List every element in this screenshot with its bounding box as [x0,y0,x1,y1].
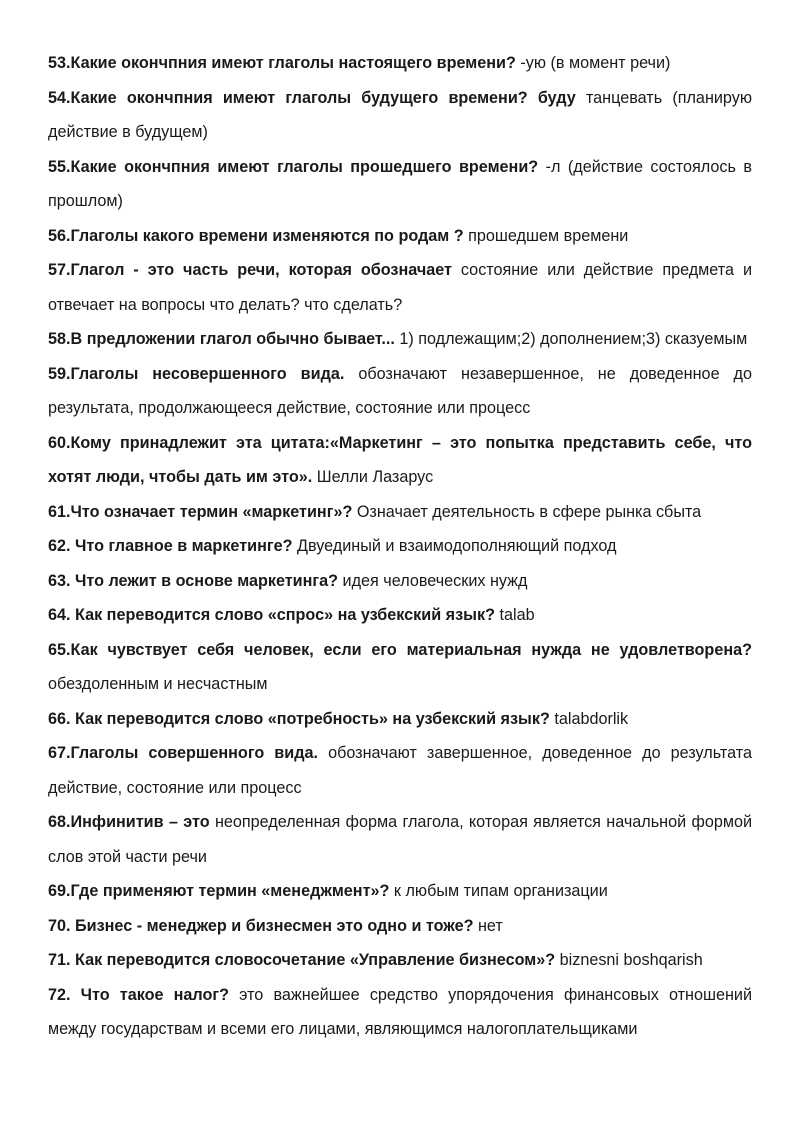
answer: Означает деятельность в сфере рынка сбыта [352,502,702,521]
answer: состояние или действие предмета и отвечает на вопросы что делать? что сделать? [48,261,753,314]
qa-item-59 [48,357,752,426]
qa-item-68 [48,805,752,874]
qa-item-69 [48,874,752,909]
qa-item-71 [48,943,752,978]
qa-item-65 [48,633,752,702]
qa-item-54 [48,81,752,150]
answer: обозначают незавершенное, не доведенное до результата, продолжающееся действие, состояние или процесс [48,364,752,417]
qa-item-56 [48,219,752,254]
answer: танцевать (планирую действие в будущем) [48,88,752,141]
answer: к любым типам организации [389,882,608,900]
question: 59.Глаголы несовершенного вида. [48,364,345,383]
qa-item-70 [48,909,752,944]
question: 69.Где применяют термин «менеджмент»? [48,882,390,900]
question: 72. Что такое налог? [48,985,230,1004]
question: 57.Глагол - это часть речи, которая обозначает [48,261,452,279]
qa-item-60 [48,426,752,495]
qa-item-55 [48,150,752,219]
qa-item-62 [48,529,752,564]
answer: Шелли Лазарус [312,468,434,486]
qa-item-57 [48,253,752,322]
qa-item-53 [48,46,752,81]
qa-item-72 [48,978,752,1047]
answer: обозначают завершенное, доведенное до результата действие, состояние или процесс [48,744,753,797]
question: 62. Что главное в маркетинге? [48,537,293,555]
question: 65.Как чувствует себя человек, если его материальная нужда не удовлетворена? [48,640,752,659]
qa-item-66 [48,702,752,737]
answer: talabdorlik [549,709,629,728]
question: 54.Какие окончпния имеют глаголы будущего времени? буду [48,88,576,107]
question: 55.Какие окончпния имеют глаголы прошедшего времени? [48,157,539,176]
question: 68.Инфинитив – это [48,813,210,831]
answer: нет [473,916,503,935]
answer: Двуединый и взаимодополняющий подход [292,537,617,555]
qa-item-64 [48,598,752,633]
question: 60.Кому принадлежит эта цитата:«Маркетинг – это попытка представить себе, что хотят люди, чтобы дать им это». [48,433,752,486]
question: 71. Как переводится словосочетание «Управление бизнесом»? [48,951,556,969]
answer: biznesni boshqarish [555,951,703,969]
qa-item-67 [48,736,752,805]
qa-item-58 [48,322,752,357]
question: 64. Как переводится слово «спрос» на узбекский язык? [48,606,495,624]
answer: обездоленным и несчастным [48,675,268,693]
question: 66. Как переводится слово «потребность» на узбекский язык? [48,709,550,728]
question: 58.В предложении глагол обычно бывает... [48,330,395,348]
question: 53.Какие окончпния имеют глаголы настоящего времени? [48,54,516,72]
question: 63. Что лежит в основе маркетинга? [48,571,339,590]
question: 56.Глаголы какого времени изменяются по родам ? [48,226,464,245]
answer: прошедшем времени [463,226,629,245]
question: 61.Что означает термин «маркетинг»? [48,502,353,521]
answer: -ую (в момент речи) [515,54,671,72]
answer: идея человеческих нужд [338,571,528,590]
qa-item-61 [48,495,752,530]
answer: это важнейшее средство упорядочения финансовых отношений между государствам и всеми его лицами, являющимся налогоплательщиками [48,985,752,1038]
qa-item-63 [48,564,752,599]
answer: неопределенная форма глагола, которая является начальной формой слов этой части речи [48,813,752,866]
document-page [48,46,752,1047]
answer: talab [495,606,535,624]
answer: 1) подлежащим;2) дополнением;3) сказуемым [394,330,748,348]
question: 67.Глаголы совершенного вида. [48,744,318,762]
answer: -л (действие состоялось в прошлом) [48,157,752,210]
question: 70. Бизнес - менеджер и бизнесмен это одно и тоже? [48,916,474,935]
